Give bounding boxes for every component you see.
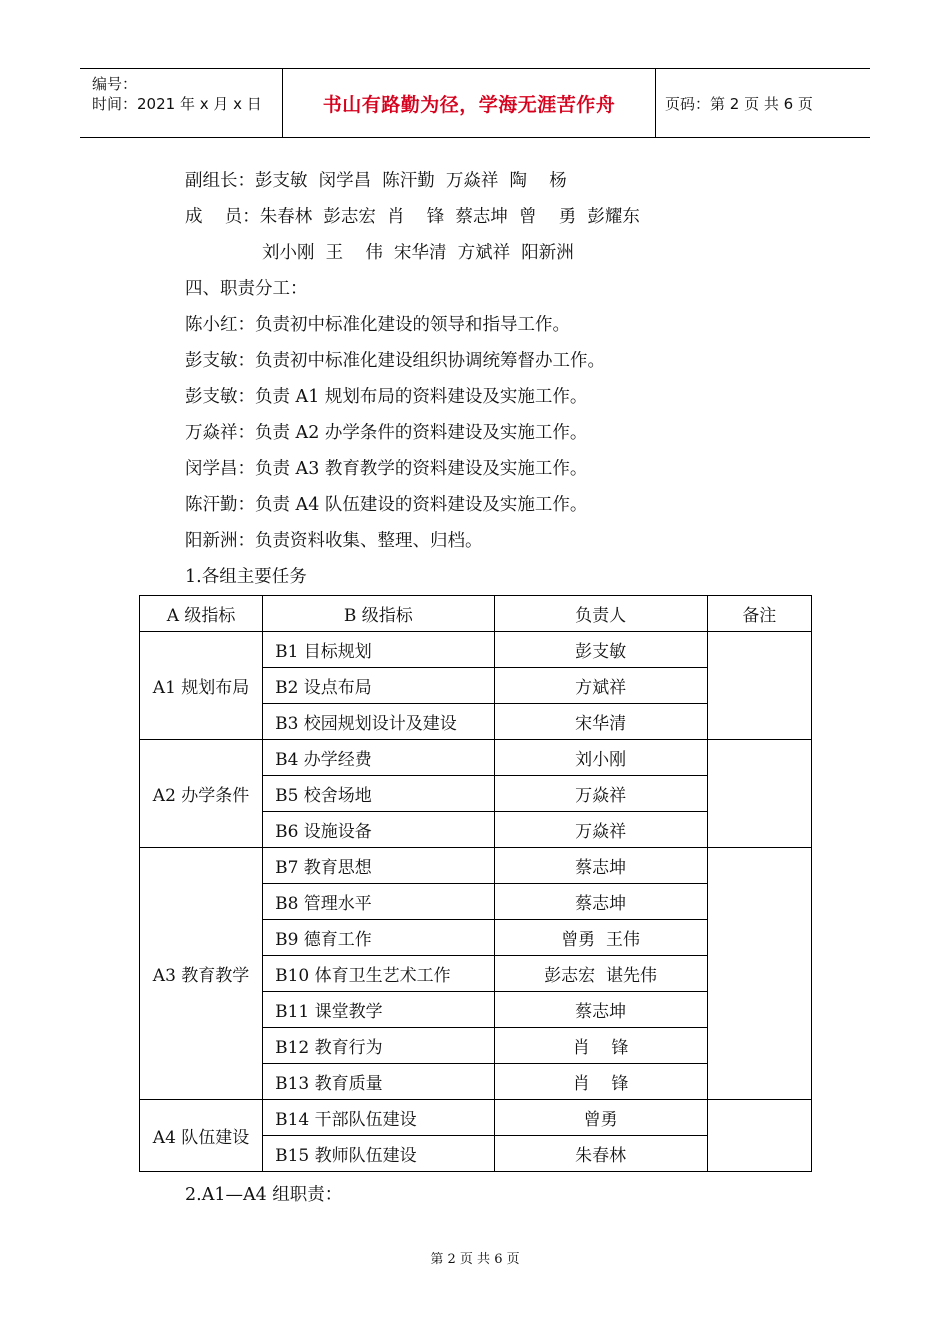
b-level-indicator: B9 德育工作 (263, 920, 494, 956)
section-title: 四、职责分工： (185, 279, 308, 299)
b-level-indicator: B12 教育行为 (263, 1028, 494, 1064)
members-line-2: 刘小刚 王 伟 宋华清 方斌祥 阳新洲 (262, 243, 574, 263)
subsection-title: 2.A1—A4 组职责： (185, 1185, 343, 1205)
responsible-person: 方斌祥 (494, 668, 707, 704)
responsible-person: 万焱祥 (494, 776, 707, 812)
document-number: 编号： (92, 75, 138, 93)
responsible-person: 刘小刚 (494, 740, 707, 776)
page-footer: 第 2 页 共 6 页 (430, 1252, 520, 1267)
page-header (80, 68, 870, 138)
b-level-indicator: B10 体育卫生艺术工作 (263, 956, 494, 992)
responsible-person: 蔡志坤 (494, 848, 707, 884)
remarks-cell (707, 1100, 811, 1172)
table-row (140, 632, 812, 668)
b-level-indicator: B14 干部队伍建设 (263, 1100, 494, 1136)
a-level-indicator: A3 教育教学 (140, 848, 263, 1100)
table-row (140, 1100, 812, 1136)
b-level-indicator: B6 设施设备 (263, 812, 494, 848)
responsible-person: 彭志宏 谌先伟 (494, 956, 707, 992)
table-row (140, 848, 812, 884)
responsible-person: 宋华清 (494, 704, 707, 740)
remarks-cell (707, 632, 811, 740)
remarks-cell (707, 740, 811, 848)
column-header: 负责人 (494, 596, 707, 632)
duty-line: 陈小红：负责初中标准化建设的领导和指导工作。 (185, 315, 570, 335)
b-level-indicator: B1 目标规划 (263, 632, 494, 668)
header-motto: 书山有路勤为径，学海无涯苦作舟 (322, 93, 616, 116)
header-page-cell (655, 69, 870, 137)
b-level-indicator: B4 办学经费 (263, 740, 494, 776)
column-header: A 级指标 (140, 596, 263, 632)
responsible-person: 肖 锋 (494, 1064, 707, 1100)
table-header-row (140, 596, 812, 632)
vice-leaders-line: 副组长：彭支敏 闵学昌 陈汗勤 万焱祥 陶 杨 (185, 171, 567, 191)
a-level-indicator: A1 规划布局 (140, 632, 263, 740)
b-level-indicator: B8 管理水平 (263, 884, 494, 920)
responsible-person: 曾勇 王伟 (494, 920, 707, 956)
a-level-indicator: A2 办学条件 (140, 740, 263, 848)
duty-line: 陈汗勤：负责 A4 队伍建设的资料建设及实施工作。 (185, 495, 588, 515)
column-header: 备注 (707, 596, 811, 632)
responsible-person: 曾勇 (494, 1100, 707, 1136)
a-level-indicator: A4 队伍建设 (140, 1100, 263, 1172)
responsible-person: 万焱祥 (494, 812, 707, 848)
duty-line: 彭支敏：负责 A1 规划布局的资料建设及实施工作。 (185, 387, 588, 407)
header-meta (80, 69, 282, 137)
b-level-indicator: B5 校舍场地 (263, 776, 494, 812)
responsible-person: 肖 锋 (494, 1028, 707, 1064)
duty-line: 闵学昌：负责 A3 教育教学的资料建设及实施工作。 (185, 459, 588, 479)
b-level-indicator: B7 教育思想 (263, 848, 494, 884)
duty-line: 万焱祥：负责 A2 办学条件的资料建设及实施工作。 (185, 423, 588, 443)
b-level-indicator: B13 教育质量 (263, 1064, 494, 1100)
subsection-title: 1.各组主要任务 (185, 567, 307, 587)
b-level-indicator: B15 教师队伍建设 (263, 1136, 494, 1172)
duty-line: 阳新洲：负责资料收集、整理、归档。 (185, 531, 483, 551)
table-body (140, 632, 812, 1172)
responsible-person: 彭支敏 (494, 632, 707, 668)
header-page-number: 页码：第 2 页 共 6 页 (665, 94, 813, 113)
b-level-indicator: B3 校园规划设计及建设 (263, 704, 494, 740)
table-row (140, 740, 812, 776)
duty-line: 彭支敏：负责初中标准化建设组织协调统筹督办工作。 (185, 351, 605, 371)
members-line-1: 成 员：朱春林 彭志宏 肖 锋 蔡志坤 曾 勇 彭耀东 (185, 207, 640, 227)
header-motto-cell (282, 69, 656, 137)
b-level-indicator: B2 设点布局 (263, 668, 494, 704)
remarks-cell (707, 848, 811, 1100)
responsible-person: 蔡志坤 (494, 884, 707, 920)
responsible-person: 朱春林 (494, 1136, 707, 1172)
b-level-indicator: B11 课堂教学 (263, 992, 494, 1028)
document-date: 时间：2021 年 x 月 x 日 (92, 95, 262, 113)
responsible-person: 蔡志坤 (494, 992, 707, 1028)
task-table (139, 595, 812, 1172)
column-header: B 级指标 (263, 596, 494, 632)
